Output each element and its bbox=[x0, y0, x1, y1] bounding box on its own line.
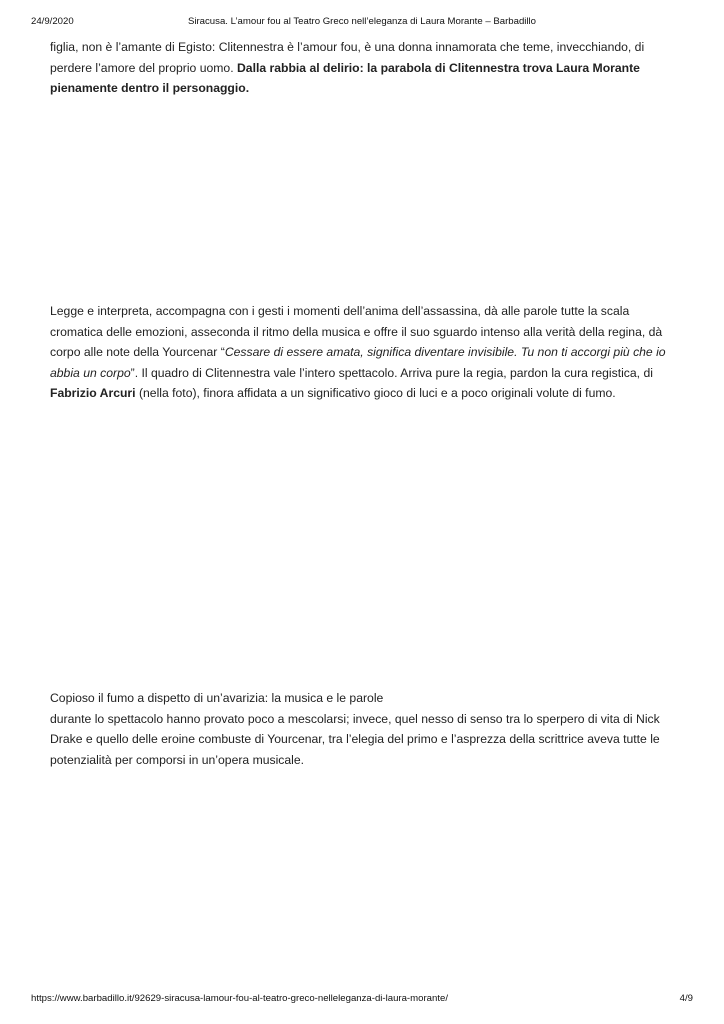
paragraph-1-text: figlia, non è l’amante di Egisto: Clitennestra è l’amour fou, è una donna innamorata che teme, invecchiando, di perdere l’amore del proprio uomo. bbox=[50, 40, 645, 75]
print-date: 24/9/2020 bbox=[31, 16, 74, 27]
print-page-title: Siracusa. L’amour fou al Teatro Greco nell’eleganza di Laura Morante – Barbadillo bbox=[187, 16, 537, 27]
article-paragraph-3 bbox=[50, 688, 678, 770]
paragraph-1-bold: Dalla rabbia al delirio: la parabola di Clitennestra trova Laura Morante pienamente dentro il personaggio. bbox=[50, 60, 640, 95]
yourcenar-quote: Cessare di essere amata, significa diventare invisibile. Tu non ti accorgi più che io abbia un corpo bbox=[50, 345, 666, 380]
paragraph-2-text-1: Legge e interpreta, accompagna con i gesti i momenti dell’anima dell’assassina, dà alle parole tutte la scala cromatica delle emozioni, asseconda il ritmo della musica e offre il suo sguardo intenso alla verità della regina, dà corpo alle note della Yourcenar “ bbox=[50, 304, 663, 359]
print-footer bbox=[0, 993, 724, 1007]
article-paragraph-1 bbox=[50, 37, 678, 99]
page-number: 4/9 bbox=[679, 993, 693, 1004]
paragraph-3-line-1: Copioso il fumo a dispetto di un’avarizia: la musica e le parole bbox=[50, 691, 384, 705]
paragraph-2-text-3: (nella foto), finora affidata a un significativo gioco di luci e a poco originali volute di fumo. bbox=[135, 386, 616, 400]
director-name: Fabrizio Arcuri bbox=[50, 386, 136, 400]
paragraph-2-text-2: ”. Il quadro di Clitennestra vale l’intero spettacolo. Arriva pure la regia, pardon la cura registica, di bbox=[130, 365, 653, 380]
paragraph-3-text: durante lo spettacolo hanno provato poco a mescolarsi; invece, quel nesso di senso tra lo sperpero di vita di Nick Drake e quello delle eroine combuste di Yourcenar, tra l’elegia del primo e l’asprezza della scrittrice aveva tutte le potenzialità per comporsi in un’opera musicale. bbox=[50, 711, 660, 767]
print-header bbox=[0, 16, 724, 30]
article-paragraph-2 bbox=[50, 301, 678, 404]
page-url: https://www.barbadillo.it/92629-siracusa-lamour-fou-al-teatro-greco-nelleleganza-di-laura-morante/ bbox=[31, 993, 448, 1004]
